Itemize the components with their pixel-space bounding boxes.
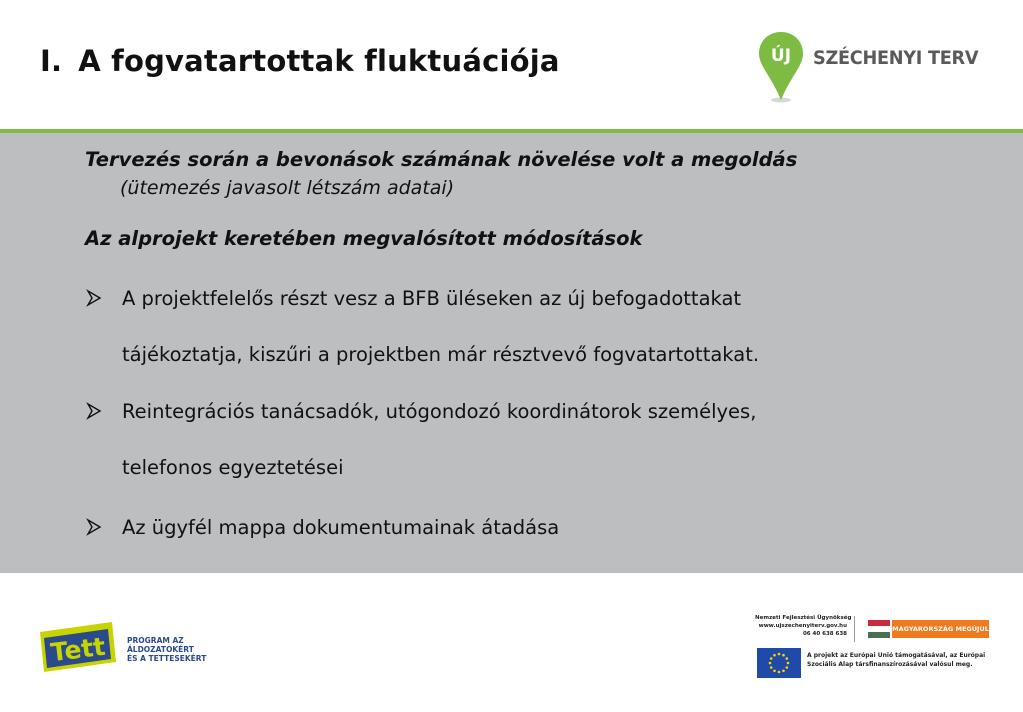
tett-logo-mark: Tett xyxy=(49,631,107,668)
content-panel xyxy=(0,133,1023,573)
heading-planning-note: (ütemezés javasolt létszám adatai) xyxy=(120,177,455,199)
tett-program-text xyxy=(127,636,206,663)
list-item-line: Reintegrációs tanácsadók, utógondozó koordinátorok személyes, xyxy=(122,400,757,423)
eu-funding-text xyxy=(807,651,985,669)
logo-mark: ÚJ xyxy=(770,46,792,66)
tett-logo-icon xyxy=(38,618,118,676)
uj-pin-icon xyxy=(757,30,805,105)
slide-header xyxy=(0,0,1023,130)
arrowhead-bullet-icon xyxy=(85,289,103,307)
agency-name: Nemzeti Fejlesztési Ügynökség xyxy=(755,615,852,621)
eu-text-line: A projekt az Európai Unió támogatásával, az Európai xyxy=(807,652,986,659)
tett-line: ÁLDOZATOKÉRT xyxy=(127,645,194,654)
heading-planning: Tervezés során a bevonások számának növelése volt a megoldás xyxy=(85,148,798,171)
heading-modifications: Az alprojekt keretében megvalósított módosítások xyxy=(85,227,643,250)
logo-brand-text: SZÉCHENYI TERV xyxy=(813,47,979,69)
title-text: A fogvatartottak fluktuációja xyxy=(78,44,560,78)
tett-program-logo xyxy=(38,612,207,678)
list-item-line: A projektfelelős részt vesz a BFB üléseken az új befogadottakat xyxy=(122,287,742,310)
funding-logos xyxy=(755,614,995,684)
szechenyi-terv-logo xyxy=(757,30,997,108)
tett-line: PROGRAM AZ xyxy=(127,636,184,645)
arrowhead-bullet-icon xyxy=(85,518,103,536)
list-item-line: tájékoztatja, kiszűri a projektben már résztvevő fogvatartottakat. xyxy=(122,343,760,366)
list-item-line: Az ügyfél mappa dokumentumainak átadása xyxy=(122,516,560,539)
slide-title xyxy=(40,44,560,78)
agency-info xyxy=(755,614,852,638)
tett-line: ÉS A TETTESEKÉRT xyxy=(127,654,207,663)
magyarorszag-megujul-badge: MAGYARORSZÁG MEGÚJUL xyxy=(892,620,989,638)
agency-phone: 06 40 638 638 xyxy=(802,631,847,637)
hungarian-flag-icon xyxy=(868,620,890,638)
arrowhead-bullet-icon xyxy=(85,402,103,420)
agency-url: www.ujszechenyiterv.gov.hu xyxy=(758,623,847,629)
eu-text-line: Szociális Alap társfinanszírozásával valósul meg. xyxy=(807,661,973,668)
list-item-line: telefonos egyeztetései xyxy=(122,456,344,479)
eu-flag-icon xyxy=(757,648,801,678)
section-number: I. xyxy=(40,44,63,78)
divider xyxy=(854,616,855,642)
